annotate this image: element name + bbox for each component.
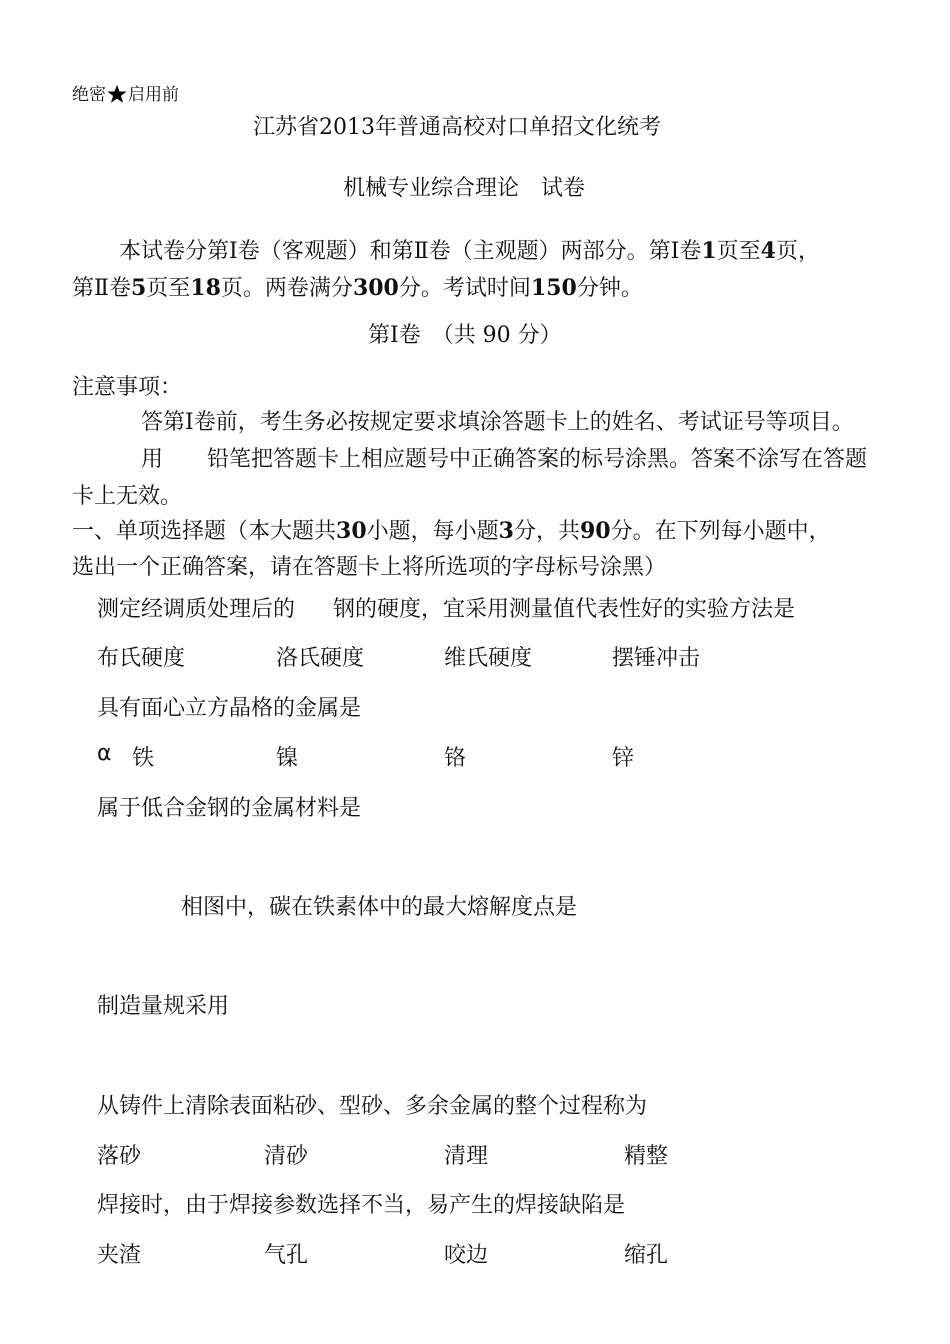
notes-item-2 (141, 442, 867, 473)
question-count: 30 (336, 518, 367, 544)
notes-heading: 注意事项： (72, 375, 183, 400)
intro-text: 页至 (716, 239, 761, 264)
page-number: 18 (190, 275, 221, 301)
confidential-text: 绝密 (72, 85, 106, 105)
intro-text: 分钟。 (576, 276, 643, 301)
q6-option: 精整 (624, 1144, 669, 1169)
section-text: 分，共 (513, 519, 580, 544)
full-score: 300 (352, 275, 399, 301)
question-4: 相图中，碳在铁素体中的最大熔解度点是 (181, 895, 578, 920)
star-icon (107, 84, 127, 104)
q7-option: 咬边 (444, 1243, 489, 1268)
page-number: 1 (701, 238, 717, 264)
q1-option: 布氏硬度 (97, 646, 186, 671)
exam-subtitle: 机械专业综合理论 试卷 (343, 176, 586, 201)
notes-text: 铅笔把答题卡上相应题号中正确答案的标号涂黑。答案不涂写在答题 (207, 447, 868, 472)
q6-option: 清理 (444, 1144, 489, 1169)
intro-line-1 (119, 234, 820, 265)
exam-title: 江苏省2013年普通高校对口单招文化统考 (253, 115, 661, 140)
section-total: 90 (579, 518, 611, 544)
question-6: 从铸件上清除表面粘砂、型砂、多余金属的整个过程称为 (97, 1094, 648, 1119)
question-5: 制造量规采用 (97, 994, 230, 1019)
section-one-instruction: 选出一个正确答案，请在答题卡上将所选项的字母标号涂黑） (72, 555, 667, 580)
q1-option: 洛氏硬度 (276, 646, 365, 671)
notes-item-1: 答第Ⅰ卷前，考生务必按规定要求填涂答题卡上的姓名、考试证号等项目。 (141, 410, 854, 435)
section-text: 小题，每小题 (366, 519, 499, 544)
q2-option: 铁 (132, 746, 155, 771)
question-2: 具有面心立方晶格的金属是 (97, 696, 362, 721)
q7-option: 夹渣 (97, 1243, 142, 1268)
question-7: 焊接时，由于焊接参数选择不当，易产生的焊接缺陷是 (97, 1193, 626, 1218)
notes-text: 用 (141, 447, 164, 472)
q2-option: 锌 (612, 746, 635, 771)
q2-option: 镍 (276, 746, 299, 771)
intro-text: 页。两卷满分 (220, 276, 353, 301)
intro-text: 本试卷分第Ⅰ卷（客观题）和第Ⅱ卷（主观题）两部分。第Ⅰ卷 (119, 239, 702, 264)
question-text: 测定经调质处理后的 (97, 597, 296, 622)
q1-option: 维氏硬度 (444, 646, 533, 671)
confidential-label (72, 80, 179, 105)
section-one-heading (72, 514, 831, 545)
intro-text: 页至 (146, 276, 191, 301)
part-one-heading: 第Ⅰ卷 （共 90 分） (368, 323, 562, 348)
section-text: 分。在下列每小题中， (610, 519, 831, 544)
notes-item-2-cont: 卡上无效。 (72, 484, 183, 509)
intro-text: 分。考试时间 (398, 276, 531, 301)
intro-text: 页， (775, 239, 820, 264)
q7-option: 气孔 (264, 1243, 309, 1268)
page-number: 5 (130, 275, 147, 301)
q6-option: 清砂 (264, 1144, 309, 1169)
intro-text: 第Ⅱ卷 (72, 276, 131, 301)
q2-option-alpha: α (97, 741, 112, 766)
question-text: 钢的硬度，宜采用测量值代表性好的实验方法是 (333, 597, 796, 622)
exam-duration: 150 (530, 275, 577, 301)
question-3: 属于低合金钢的金属材料是 (97, 796, 362, 821)
page-number: 4 (760, 238, 776, 264)
points-per-question: 3 (498, 518, 514, 544)
section-text: 一、单项选择题（本大题共 (72, 519, 337, 544)
q7-option: 缩孔 (624, 1243, 669, 1268)
question-1 (97, 592, 795, 623)
intro-line-2 (72, 271, 643, 302)
q1-option: 摆锤冲击 (612, 646, 701, 671)
q6-option: 落砂 (97, 1144, 142, 1169)
q2-option: 铬 (444, 746, 467, 771)
before-use-text: 启用前 (128, 85, 179, 105)
